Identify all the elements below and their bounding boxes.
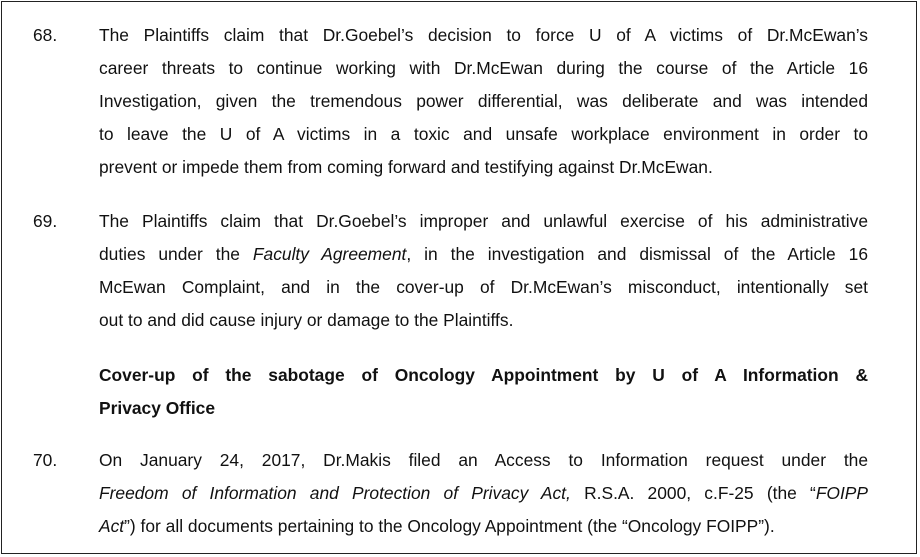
text-run: , in the investigation and dismissal of the Article 16 bbox=[406, 244, 868, 264]
text-line: Investigation, given the tremendous power differential, was deliberate and was intended bbox=[99, 91, 868, 111]
paragraph-text bbox=[99, 205, 868, 337]
text-line: out to and did cause injury or damage to the Plaintiffs. bbox=[99, 310, 514, 330]
italic-title: Act bbox=[99, 516, 125, 536]
paragraph-text bbox=[99, 444, 868, 543]
text-line bbox=[99, 238, 868, 271]
text-line: to leave the U of A victims in a toxic and unsafe workplace environment in order to bbox=[99, 124, 868, 144]
paragraph-number: 68. bbox=[33, 25, 58, 45]
paragraph-number: 70. bbox=[33, 450, 58, 470]
text-line: career threats to continue working with Dr.McEwan during the course of the Article 16 bbox=[99, 58, 868, 78]
italic-title: Faculty Agreement bbox=[252, 244, 407, 264]
text-line bbox=[99, 477, 868, 510]
text-line: The Plaintiffs claim that Dr.Goebel’s decision to force U of A victims of Dr.McEwan’s bbox=[99, 25, 868, 45]
text-run: duties under the bbox=[99, 244, 253, 264]
italic-title: Freedom of Information and Protection of Privacy Act, bbox=[99, 483, 571, 503]
text-line bbox=[99, 510, 868, 543]
text-line: prevent or impede them from coming forward and testifying against Dr.McEwan. bbox=[99, 157, 713, 177]
heading-line: Cover-up of the sabotage of Oncology Appointment by U of A Information & bbox=[99, 365, 868, 385]
text-run: ”) for all documents pertaining to the Oncology Appointment (the “Oncology FOIPP”). bbox=[124, 516, 775, 536]
paragraph-number: 69. bbox=[33, 211, 58, 231]
italic-title: FOIPP bbox=[815, 483, 868, 503]
section-heading bbox=[99, 358, 868, 424]
text-run: R.S.A. 2000, c.F-25 (the “ bbox=[570, 483, 816, 503]
text-line: McEwan Complaint, and in the cover-up of Dr.McEwan’s misconduct, intentionally set bbox=[99, 277, 868, 297]
text-line: The Plaintiffs claim that Dr.Goebel’s improper and unlawful exercise of his administrative bbox=[99, 211, 868, 231]
text-line: On January 24, 2017, Dr.Makis filed an Access to Information request under the bbox=[99, 450, 868, 470]
paragraph-text bbox=[99, 19, 868, 184]
heading-line: Privacy Office bbox=[99, 398, 216, 418]
